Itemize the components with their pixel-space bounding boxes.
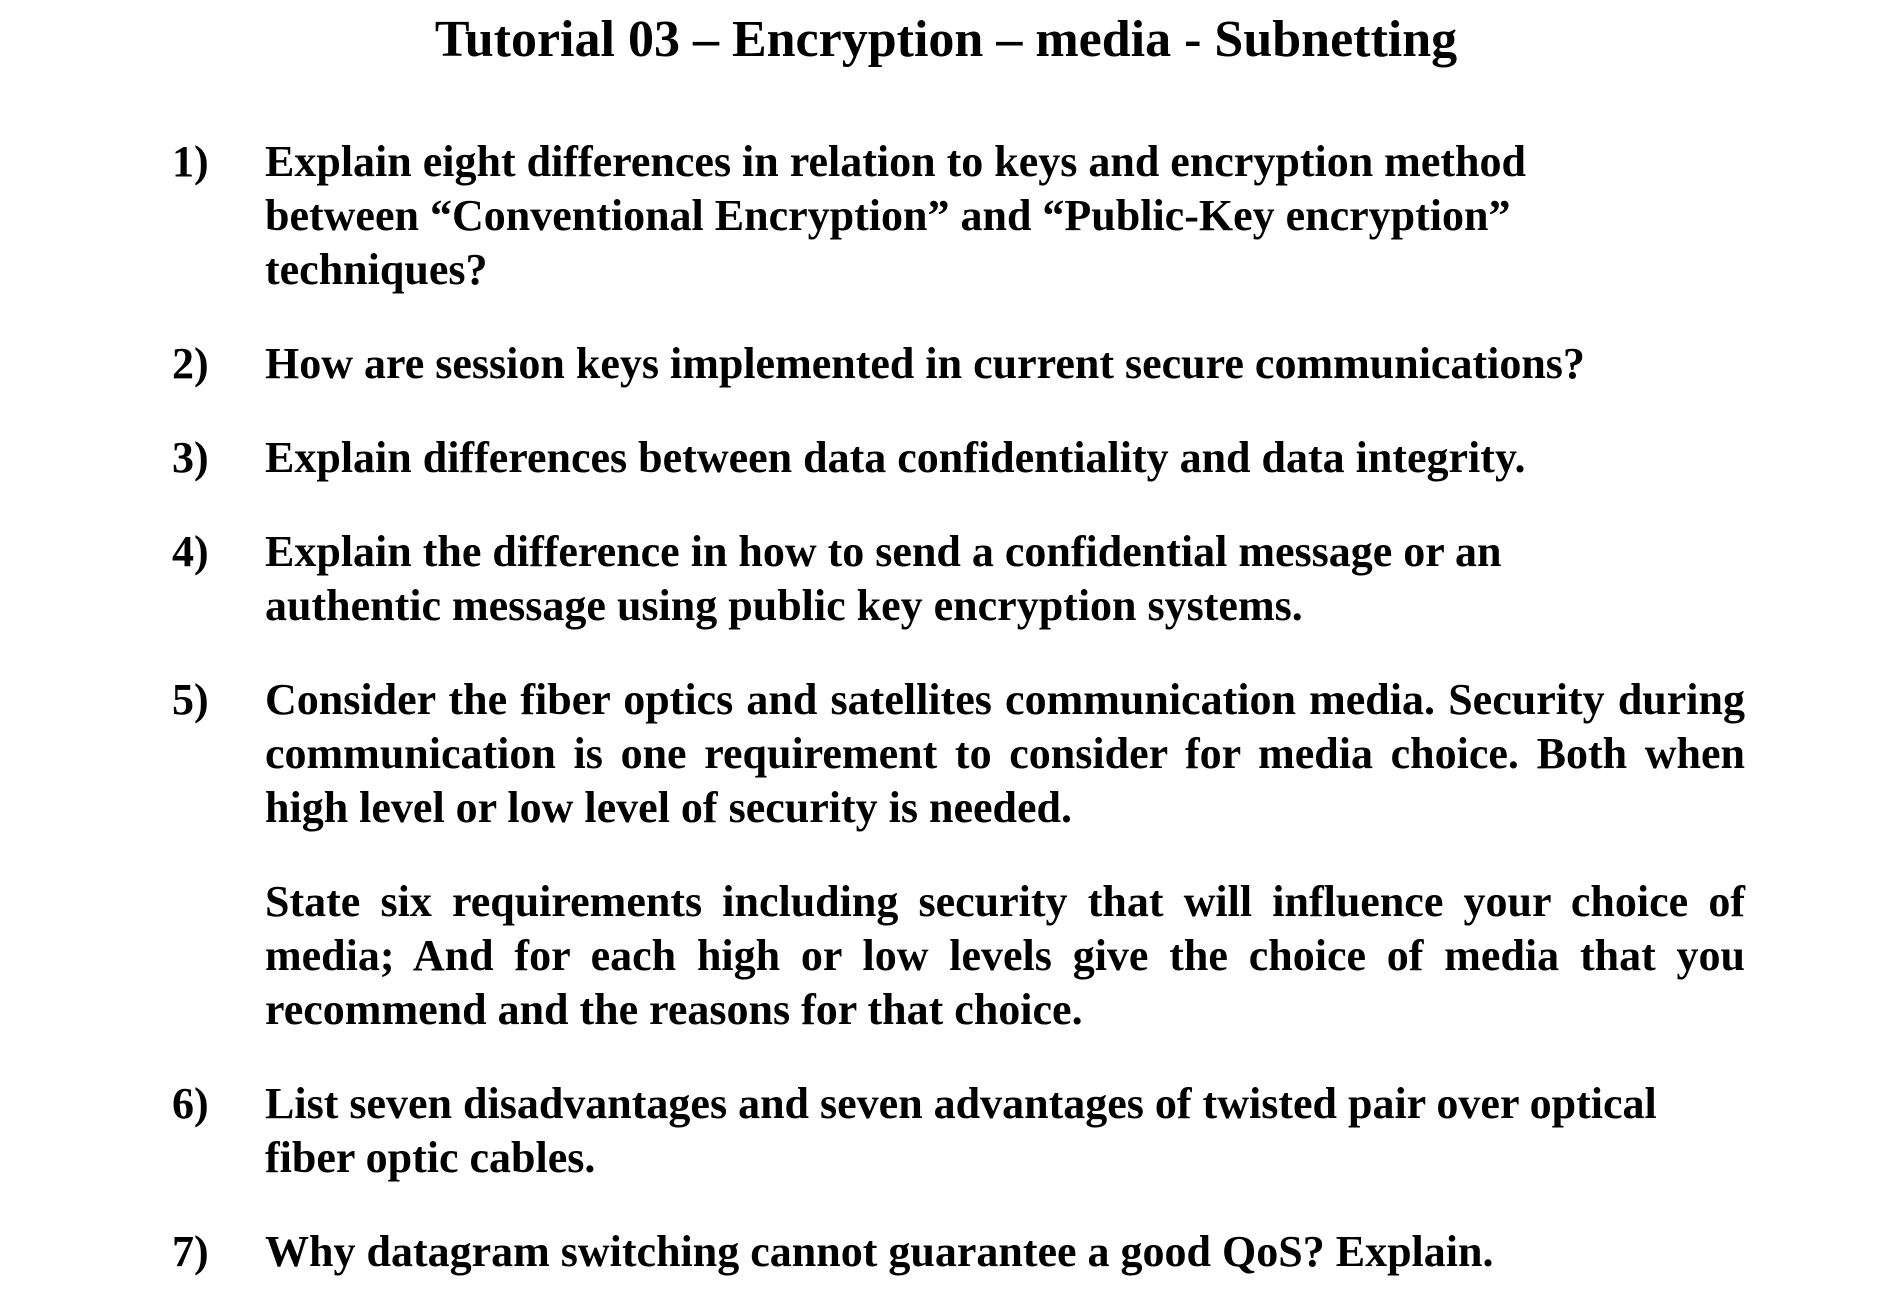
question-text: Consider the fiber optics and satellites communication media. Security during communication is one requirement to consider for media choice. Both when high level or low level of security is needed. [265, 675, 1745, 832]
question-text: How are session keys implemented in current secure communications? [265, 339, 1585, 388]
question-number: 5) [172, 675, 209, 724]
question-list [172, 135, 1745, 1279]
question-text: Explain the difference in how to send a confidential message or an authentic message using public key encryption systems. [265, 527, 1502, 630]
question-text: Explain differences between data confidentiality and data integrity. [265, 433, 1526, 482]
question-item [172, 431, 1745, 485]
question-number: 4) [172, 527, 209, 576]
question-number: 1) [172, 137, 209, 186]
question-text: Why datagram switching cannot guarantee a good QoS? Explain. [265, 1227, 1494, 1276]
question-item [172, 135, 1745, 297]
question-item [172, 337, 1745, 391]
question-text-continued: State six requirements including security that will influence your choice of media; And for each high or low levels give the choice of media that you recommend and the reasons for that choice. [265, 877, 1745, 1034]
question-number: 6) [172, 1079, 209, 1128]
question-number: 3) [172, 433, 209, 482]
question-item [172, 1077, 1745, 1185]
question-text: List seven disadvantages and seven advantages of twisted pair over optical fiber optic cables. [265, 1079, 1657, 1182]
question-item [172, 673, 1745, 1037]
question-item [172, 525, 1745, 633]
question-number: 7) [172, 1227, 209, 1276]
question-item [172, 1225, 1745, 1279]
question-text: Explain eight differences in relation to keys and encryption method between “Conventional Encryption” and “Public-Key encryption” techniques? [265, 137, 1526, 294]
question-number: 2) [172, 339, 209, 388]
page-title: Tutorial 03 – Encryption – media - Subnetting [434, 11, 1458, 68]
